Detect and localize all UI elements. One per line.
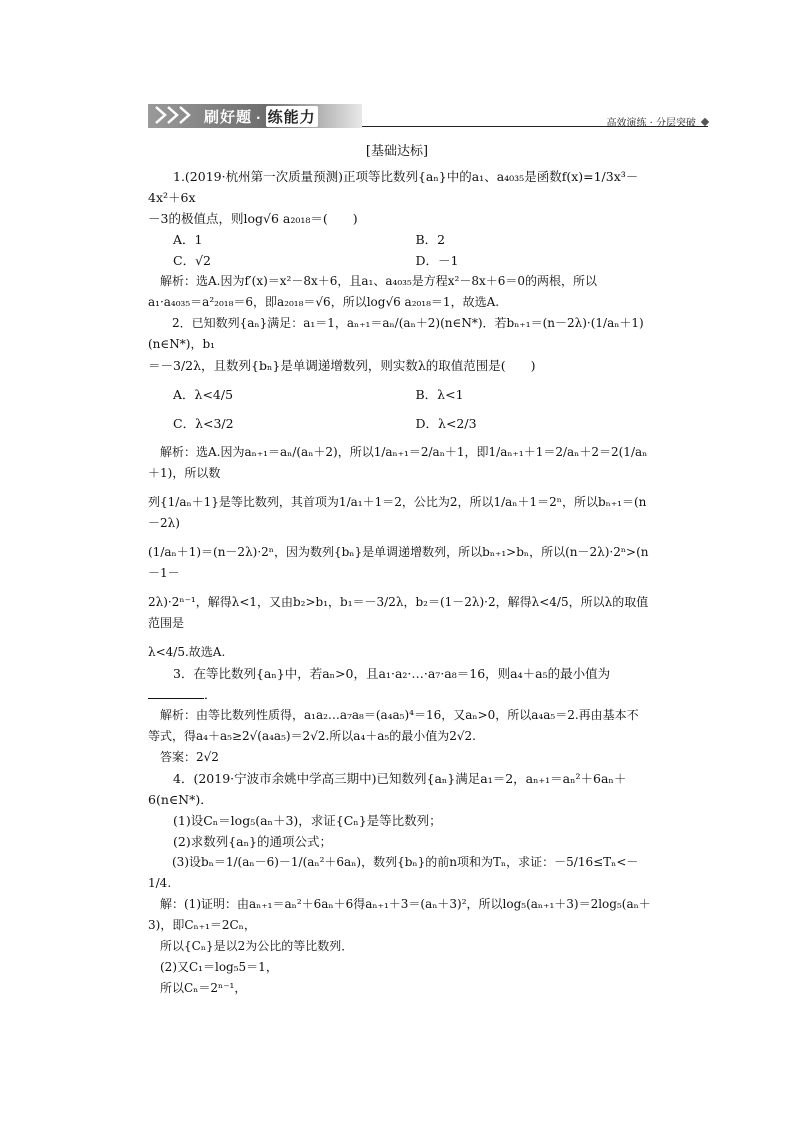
q3-solution-line2: 等式，得a₄＋a₅≥2√(a₄a₅)＝2√2.所以a₄＋a₅的最小值为2√2. <box>148 729 476 743</box>
q3-solution-line1: 解析：由等比数列性质得，a₁a₂…a₇a₈＝(a₄a₅)⁴＝16，又aₙ>0，所以a₄a₅＝2.再由基本不 <box>160 708 639 722</box>
banner-title <box>204 106 320 127</box>
q4-solution-line5: 所以Cₙ＝2ⁿ⁻¹， <box>160 981 247 995</box>
q2-option-c: C．λ<3/2 <box>173 416 234 431</box>
q4-solution-line4: (2)又C₁＝log₅5＝1， <box>160 960 278 974</box>
section-banner <box>148 104 362 128</box>
banner-part2: 练能力 <box>267 108 316 126</box>
q2-option-a: A．λ<4/5 <box>173 387 234 402</box>
q4-part2: (2)求数列{aₙ}的通项公式； <box>173 834 332 849</box>
q3-line2 <box>148 684 658 705</box>
q2-solution-line1: 解析：选A.因为aₙ₊₁＝aₙ/(aₙ＋2)，所以1/aₙ₊₁＝2/aₙ＋1，即1/aₙ₊₁＋1＝2/aₙ＋2＝2(1/aₙ＋1)，所以数 <box>148 445 648 480</box>
header-right-text: 高效演练 · 分层突破 <box>606 118 696 129</box>
q3-line1: 3．在等比数列{aₙ}中，若aₙ>0，且a₁·a₂·…·a₇·a₈＝16，则a₄＋a₅的最小值为 <box>173 666 611 681</box>
q2-line1: 2．已知数列{aₙ}满足：a₁＝1，aₙ₊₁＝aₙ/(aₙ＋2)(n∈N*)．若bₙ₊₁＝(n－2λ)·(1/aₙ＋1)(n∈N*)，b₁ <box>148 316 644 351</box>
q2-solution-line5: λ<4/5.故选A. <box>148 645 226 659</box>
q1-line1: 1.(2019·杭州第一次质量预测)正项等比数列{aₙ}中的a₁、a₄₀₃₅是函数f(x)=1/3x³－4x²＋6x <box>148 169 639 205</box>
page-header <box>148 104 708 130</box>
q1-options-row2 <box>148 250 658 271</box>
banner-dot: · <box>256 111 262 125</box>
answer-blank <box>148 686 204 699</box>
q1-solution-line2: a₁·a₄₀₃₅＝a²₂₀₁₈＝6，即a₂₀₁₈＝√6，所以log√6 a₂₀₁₈＝1，故选A. <box>148 295 500 309</box>
q1-option-a: A．1 <box>173 232 203 247</box>
q2-option-b: B．λ<1 <box>415 387 464 402</box>
q1-option-d: D．－1 <box>415 253 459 268</box>
q2-option-d: D．λ<2/3 <box>415 416 477 431</box>
q4-part1: (1)设Cₙ＝log₅(aₙ＋3)，求证{Cₙ}是等比数列； <box>173 813 442 828</box>
q4-part3: (3)设bₙ＝1/(aₙ－6)－1/(aₙ²＋6aₙ)，数列{bₙ}的前n项和为Tₙ，求证：－5/16≤Tₙ<－1/4. <box>148 855 639 890</box>
q2-options-row2 <box>148 413 658 434</box>
q1-solution-line1: 解析：选A.因为f′(x)＝x²－8x＋6，且a₁、a₄₀₃₅是方程x²－8x＋6＝0的两根，所以 <box>160 274 598 288</box>
q2-options-row1 <box>148 384 658 405</box>
q4-line1: 4．(2019·宁波市余姚中学高三期中)已知数列{aₙ}满足a₁＝2，aₙ₊₁＝aₙ²＋6aₙ＋ <box>173 771 627 786</box>
q1-option-c: C．√2 <box>173 253 211 268</box>
q2-line2: ＝－3/2λ，且数列{bₙ}是单调递增数列，则实数λ的取值范围是( ) <box>148 358 536 373</box>
q1-option-b: B．2 <box>415 232 446 247</box>
q4-solution-line2: 3)，即Cₙ₊₁＝2Cₙ， <box>148 918 256 932</box>
document-body <box>148 166 658 999</box>
banner-part1: 刷好题 <box>204 108 253 126</box>
q1-options-row1 <box>148 229 658 250</box>
chevron-right-icon <box>178 106 192 124</box>
q4-solution-line3: 所以{Cₙ}是以2为公比的等比数列． <box>160 939 354 953</box>
q2-solution-line3: (1/aₙ＋1)＝(n－2λ)·2ⁿ，因为数列{bₙ}是单调递增数列，所以bₙ₊₁>bₙ，所以(n－2λ)·2ⁿ>(n－1－ <box>148 545 649 580</box>
section-title: [基础达标] <box>365 144 429 159</box>
q4-line2: 6(n∈N*)． <box>148 792 213 807</box>
q1-line2: －3的极值点，则log√6 a₂₀₁₈＝( ) <box>148 211 358 226</box>
q4-solution-line1: 解：(1)证明：由aₙ₊₁＝aₙ²＋6aₙ＋6得aₙ₊₁＋3＝(aₙ＋3)²，所以log₅(aₙ₊₁＋3)＝2log₅(aₙ＋ <box>160 897 651 911</box>
q2-solution-line4: 2λ)·2ⁿ⁻¹，解得λ<1，又由b₂>b₁，b₁＝－3/2λ，b₂＝(1－2λ)·2，解得λ<4/5，所以λ的取值范围是 <box>148 595 649 630</box>
q2-solution-line2: 列{1/aₙ＋1}是等比数列，其首项为1/a₁＋1＝2，公比为2，所以1/aₙ＋1＝2ⁿ，所以bₙ₊₁＝(n－2λ) <box>148 495 647 530</box>
q3-answer: 答案：2√2 <box>160 750 219 764</box>
diamond-icon <box>701 118 709 126</box>
q3-line2-end: ． <box>204 687 217 702</box>
